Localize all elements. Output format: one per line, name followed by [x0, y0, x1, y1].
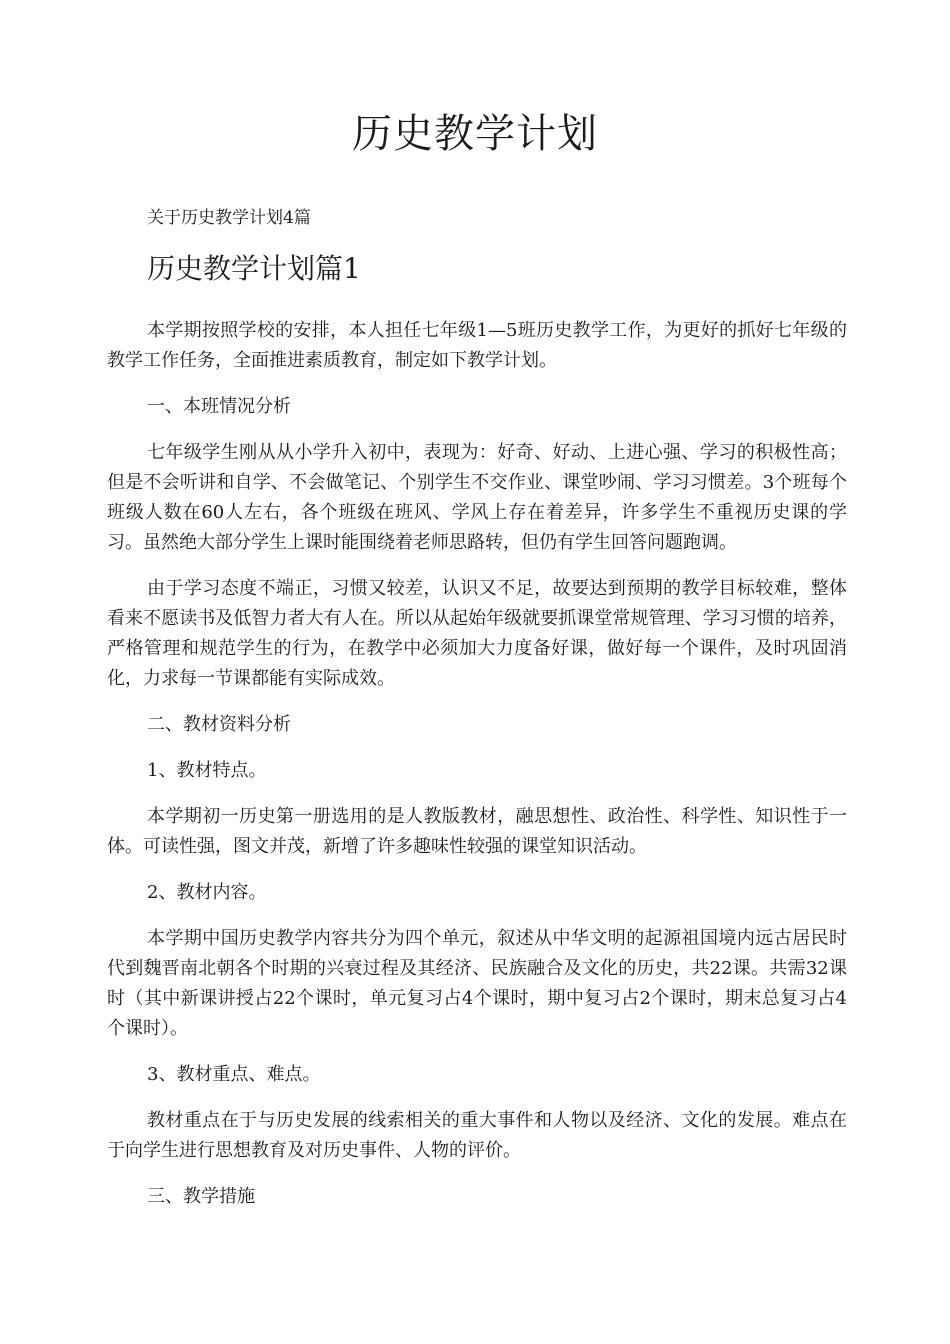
- heading-class-analysis: 一、本班情况分析: [147, 396, 291, 417]
- section-heading: 历史教学计划篇1: [147, 252, 361, 285]
- document-body: [107, 316, 847, 1228]
- paragraph-intro: 本学期按照学校的安排，本人担任七年级1—5班历史教学工作，为更好的抓好七年级的教学工作任务，全面推进素质教育，制定如下教学计划。: [107, 320, 847, 371]
- paragraph-key-points: 教材重点在于与历史发展的线索相关的重大事件和人物以及经济、文化的发展。难点在于向学生进行思想教育及对历史事件、人物的评价。: [107, 1110, 847, 1161]
- heading-key-points: 3、教材重点、难点。: [147, 1064, 321, 1085]
- paragraph-material-content: 本学期中国历史教学内容共分为四个单元，叙述从中华文明的起源祖国境内远古居民时代到魏晋南北朝各个时期的兴衰过程及其经济、民族融合及文化的历史，共22课。共需32课时（其中新课讲授占22个课时，单元复习占4个课时，期中复习占2个课时，期末总复习占4个课时）。: [107, 928, 847, 1039]
- paragraph-learning-attitude: 由于学习态度不端正，习惯又较差，认识又不足，故要达到预期的教学目标较难，整体看来不愿读书及低智力者大有人在。所以从起始年级就要抓课堂常规管理、学习习惯的培养，严格管理和规范学生的行为，在教学中必须加大力度备好课，做好每一个课件，及时巩固消化，力求每一节课都能有实际成效。: [107, 578, 847, 689]
- paragraph-class-analysis: 七年级学生刚从从小学升入初中，表现为：好奇、好动、上进心强、学习的积极性高；但是不会听讲和自学、不会做笔记、个别学生不交作业、课堂吵闹、学习习惯差。3个班每个班级人数在60人左右，各个班级在班风、学风上存在着差异，许多学生不重视历史课的学习。虽然绝大部分学生上课时能围绕着老师思路转，但仍有学生回答问题跑调。: [107, 442, 847, 553]
- document-subtitle: 关于历史教学计划4篇: [147, 208, 311, 228]
- heading-material-content: 2、教材内容。: [147, 882, 267, 903]
- heading-material-features: 1、教材特点。: [147, 760, 267, 781]
- heading-teaching-measures: 三、教学措施: [147, 1186, 255, 1207]
- document-title: 历史教学计划: [352, 111, 598, 157]
- paragraph-material-features: 本学期初一历史第一册选用的是人教版教材，融思想性、政治性、科学性、知识性于一体。可读性强，图文并茂，新增了许多趣味性较强的课堂知识活动。: [107, 806, 847, 857]
- heading-material-analysis: 二、教材资料分析: [147, 714, 291, 735]
